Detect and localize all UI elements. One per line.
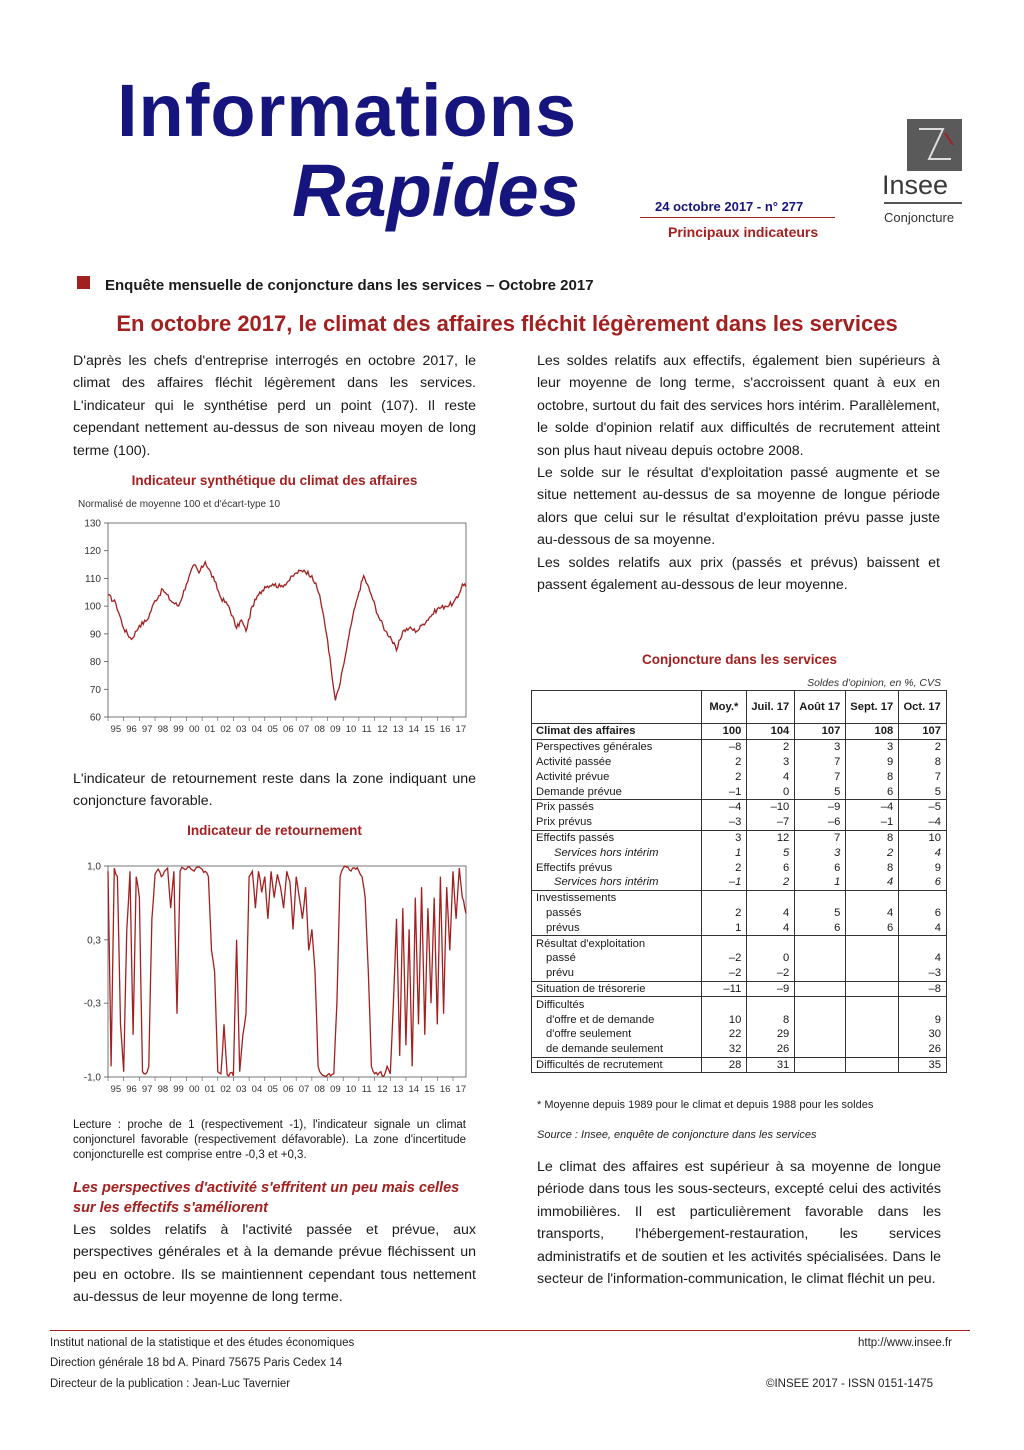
table-row-label: Situation de trésorerie [532, 981, 702, 997]
footer-divider [50, 1330, 970, 1331]
x-tick-label: 05 [267, 724, 278, 735]
subheading: Les perspectives d'activité s'effritent un peu mais celles sur les effectifs s'améliorent [73, 1180, 460, 1216]
table-cell: 9 [846, 755, 899, 770]
table-cell: 8 [846, 830, 899, 845]
x-tick-label: 06 [283, 724, 294, 735]
table-cell: 7 [795, 755, 846, 770]
table-row [532, 784, 947, 799]
table-cell [702, 936, 747, 951]
x-tick-label: 04 [251, 1084, 263, 1095]
table-cell: 3 [702, 830, 747, 845]
series-line [108, 562, 466, 701]
table-cell: 8 [846, 769, 899, 784]
table-cell [846, 997, 899, 1012]
left-paragraph-1: D'après les chefs d'entreprise interrogés en octobre 2017, le climat des affaires fléchit légèrement dans les services. L'indicateur qui le synthétise perd un point (107). Il reste cependant nettement au-dessus de son niveau moyen de long terme (100). [73, 353, 476, 459]
x-tick-label: 97 [141, 1084, 153, 1095]
table-cell: –1 [702, 875, 747, 890]
chart1-subtitle: Normalisé de moyenne 100 et d'écart-type 10 [78, 499, 281, 510]
right-paragraph-2: Le solde sur le résultat d'exploitation passé augmente et se situe nettement au-dessus de sa moyenne de longue période alors que celui sur le résultat d'exploitation prévu passe juste au-dessous de sa moyenne. [537, 465, 940, 549]
table-row-label: de demande seulement [532, 1042, 702, 1057]
table-row [532, 906, 947, 921]
y-tick-label: 60 [89, 712, 101, 724]
footer-institute: Institut national de la statistique et des études économiques [50, 1337, 355, 1349]
table-cell [846, 1057, 899, 1073]
table-row [532, 920, 947, 935]
table-row-label: Activité prévue [532, 769, 702, 784]
table-row-label: Effectifs passés [532, 830, 702, 845]
table-header-cell: Oct. 17 [899, 691, 947, 724]
table-cell [846, 966, 899, 981]
header-divider [640, 217, 835, 218]
table-cell: 29 [747, 1027, 795, 1042]
table-cell: –3 [899, 966, 947, 981]
table-cell: 5 [795, 906, 846, 921]
table-cell: –2 [702, 951, 747, 966]
table-cell: 2 [702, 755, 747, 770]
table-cell: 6 [899, 875, 947, 890]
x-tick-label: 10 [345, 724, 357, 735]
y-tick-label: 100 [84, 601, 101, 613]
table-cell: 6 [846, 784, 899, 799]
y-tick-label: 120 [84, 546, 101, 558]
x-tick-label: 00 [188, 724, 200, 735]
chart2-title: Indicateur de retournement [187, 823, 362, 838]
table-cell: 1 [702, 920, 747, 935]
table-cell: 2 [702, 906, 747, 921]
table-row-label: d'offre seulement [532, 1027, 702, 1042]
table-cell: 4 [747, 920, 795, 935]
table-cell: 107 [899, 724, 947, 740]
table-cell: 6 [795, 920, 846, 935]
table-row [532, 799, 947, 814]
right-paragraph-1: Les soldes relatifs aux effectifs, également bien supérieurs à leur moyenne de long terme, s'accroissent quant à eux en octobre, surtout du fait des services hors intérim. Parallèlement, le solde d'opinion relatif aux difficultés de recrutement atteint son plus haut niveau depuis octobre 2008. [537, 353, 940, 459]
table-cell: 0 [747, 784, 795, 799]
x-tick-label: 13 [392, 1084, 404, 1095]
table-header-cell: Août 17 [795, 691, 846, 724]
table-cell [846, 1042, 899, 1057]
headline: En octobre 2017, le climat des affaires fléchit légèrement dans les services [116, 311, 898, 336]
x-tick-label: 14 [408, 724, 420, 735]
survey-title: Enquête mensuelle de conjoncture dans les services – Octobre 2017 [105, 277, 594, 294]
table-cell: 5 [899, 784, 947, 799]
x-tick-label: 08 [314, 724, 325, 735]
table-cell: 108 [846, 724, 899, 740]
table-cell: 3 [795, 739, 846, 754]
table-row-label: Effectifs prévus [532, 860, 702, 875]
table-cell: 7 [795, 830, 846, 845]
y-tick-label: 90 [89, 629, 101, 641]
table-row [532, 951, 947, 966]
masthead-title-line2: Rapides [292, 149, 580, 232]
table-cell: 4 [899, 845, 947, 860]
table-cell: 7 [899, 769, 947, 784]
x-tick-label: 01 [204, 1084, 216, 1095]
table-cell: 30 [899, 1027, 947, 1042]
table-cell: 9 [899, 860, 947, 875]
table-row-label: prévus [532, 920, 702, 935]
table-cell: 10 [702, 1012, 747, 1027]
table-cell: 104 [747, 724, 795, 740]
table-cell: –3 [702, 815, 747, 830]
left-paragraph-3: Les soldes relatifs à l'activité passée et prévue, aux perspectives générales et à la demande prévue fléchissent un peu en octobre. Ils se maintiennent cependant tous nettement au-dessus de leur moyenne de long terme. [73, 1222, 476, 1306]
table-cell: 4 [846, 906, 899, 921]
table-row-label: passé [532, 951, 702, 966]
table-cell [795, 951, 846, 966]
table-cell: 26 [747, 1042, 795, 1057]
table-cell: –9 [795, 799, 846, 814]
table-header-cell: Sept. 17 [846, 691, 899, 724]
x-tick-label: 13 [392, 724, 404, 735]
table-cell: 1 [702, 845, 747, 860]
right-paragraph-4: Le climat des affaires est supérieur à sa moyenne de longue période dans tous les sous-secteurs, excepté celui des activités immobilières. Il est particulièrement favorable dans les transports, l'hébergement-restauration, les services administratifs et de soutien et les activités spécialisées. Dans le secteur de l'information-communication, le climat fléchit un peu. [537, 1159, 941, 1288]
table-header-cell: Moy.* [702, 691, 747, 724]
table-cell: –5 [899, 799, 947, 814]
x-tick-label: 96 [126, 724, 137, 735]
table-cell: –8 [899, 981, 947, 997]
table-cell: 5 [747, 845, 795, 860]
y-tick-label: -0,3 [83, 998, 101, 1010]
footer-url-link[interactable]: http://www.insee.fr [858, 1337, 952, 1349]
chart2-reading-note: Lecture : proche de 1 (respectivement -1), l'indicateur signale un climat conjoncturel favorable (respectivement défavorable). La zone d'incertitude conjoncturelle est comprise entre -0,3 et +0,3. [73, 1119, 466, 1161]
table-row [532, 936, 947, 951]
left-paragraph-2: L'indicateur de retournement reste dans la zone indiquant une conjoncture favorable. [73, 771, 476, 810]
footer-director: Directeur de la publication : Jean-Luc Tavernier [50, 1378, 291, 1390]
x-tick-label: 98 [157, 724, 169, 735]
table-row-label: prévu [532, 966, 702, 981]
table-cell: –2 [702, 966, 747, 981]
table-cell: 8 [747, 1012, 795, 1027]
table-row-label: Activité passée [532, 755, 702, 770]
x-tick-label: 99 [173, 1084, 184, 1095]
table-row [532, 845, 947, 860]
table-cell: 6 [899, 906, 947, 921]
table-cell: 5 [795, 784, 846, 799]
table-cell: 6 [795, 860, 846, 875]
table-row [532, 1027, 947, 1042]
y-tick-label: 1,0 [87, 861, 101, 873]
table-body [532, 724, 947, 1073]
turning-point-chart [70, 855, 470, 1098]
right-column-top [537, 350, 940, 596]
table-cell [795, 1057, 846, 1073]
table-cell [846, 1027, 899, 1042]
table-row [532, 755, 947, 770]
right-paragraph-3: Les soldes relatifs aux prix (passés et prévus) baissent et passent également au-dessous de leur moyenne. [537, 554, 940, 594]
table-cell [702, 890, 747, 905]
table-footnote: * Moyenne depuis 1989 pour le climat et depuis 1988 pour les soldes [537, 1099, 874, 1111]
table-cell [795, 936, 846, 951]
series-line [108, 866, 466, 1077]
x-tick-label: 10 [345, 1084, 357, 1095]
table-cell: 0 [747, 951, 795, 966]
table-row-label: Difficultés de recrutement [532, 1057, 702, 1073]
table-cell: 4 [747, 769, 795, 784]
table-cell: 6 [747, 860, 795, 875]
table-cell [846, 981, 899, 997]
table-cell: 26 [899, 1042, 947, 1057]
table-cell [702, 997, 747, 1012]
table-cell [846, 951, 899, 966]
table-cell: 32 [702, 1042, 747, 1057]
table-cell: –9 [747, 981, 795, 997]
table-cell: 8 [899, 755, 947, 770]
table-cell [747, 936, 795, 951]
table-cell: –6 [795, 815, 846, 830]
table-cell: 12 [747, 830, 795, 845]
x-tick-label: 11 [361, 724, 372, 735]
table-row [532, 724, 947, 740]
x-tick-label: 17 [455, 724, 467, 735]
table-cell: 4 [747, 906, 795, 921]
table-header-label [532, 691, 702, 724]
x-tick-label: 03 [236, 724, 247, 735]
table-cell: –2 [747, 966, 795, 981]
table-cell [899, 997, 947, 1012]
table-header-row [532, 691, 947, 724]
table-cell [795, 966, 846, 981]
table-row-label: Services hors intérim [532, 845, 702, 860]
table-row [532, 966, 947, 981]
table-row [532, 739, 947, 754]
table-row-label: passés [532, 906, 702, 921]
x-tick-label: 15 [424, 1084, 435, 1095]
table-cell: –4 [899, 815, 947, 830]
x-tick-label: 12 [377, 1084, 388, 1095]
plot-frame [108, 523, 466, 717]
table-row [532, 769, 947, 784]
table-cell [795, 981, 846, 997]
table-row [532, 1012, 947, 1027]
table-cell: –4 [846, 799, 899, 814]
table-row-label: Services hors intérim [532, 875, 702, 890]
table-cell: 2 [702, 860, 747, 875]
insee-logo-icon [907, 119, 962, 171]
table-cell: 9 [899, 1012, 947, 1027]
table-row-label: d'offre et de demande [532, 1012, 702, 1027]
table-cell [846, 936, 899, 951]
table-row-label: Difficultés [532, 997, 702, 1012]
x-tick-label: 00 [188, 1084, 200, 1095]
table-cell [795, 1042, 846, 1057]
table-cell: 7 [795, 769, 846, 784]
x-tick-label: 07 [298, 724, 310, 735]
footer-address: Direction générale 18 bd A. Pinard 75675 Paris Cedex 14 [50, 1357, 343, 1369]
table-cell [747, 997, 795, 1012]
x-tick-label: 14 [408, 1084, 420, 1095]
x-tick-label: 07 [298, 1084, 310, 1095]
table-cell: 2 [899, 739, 947, 754]
table-cell: 107 [795, 724, 846, 740]
x-tick-label: 02 [220, 724, 231, 735]
table-cell: 4 [846, 875, 899, 890]
y-tick-label: 0,3 [87, 935, 101, 947]
y-tick-label: 80 [89, 657, 101, 669]
logo-subtitle: Conjoncture [884, 210, 955, 225]
table-row-label: Prix passés [532, 799, 702, 814]
x-tick-label: 95 [110, 1084, 122, 1095]
table-cell [795, 1012, 846, 1027]
table-cell: 2 [747, 875, 795, 890]
table-cell: 2 [702, 769, 747, 784]
x-tick-label: 06 [283, 1084, 294, 1095]
table-cell [846, 890, 899, 905]
x-tick-label: 01 [204, 724, 216, 735]
table-cell: 22 [702, 1027, 747, 1042]
table-row-label: Climat des affaires [532, 724, 702, 740]
x-tick-label: 03 [236, 1084, 247, 1095]
logo-name: Insee [882, 170, 949, 200]
table-cell: 4 [899, 920, 947, 935]
table-header-cell: Juil. 17 [747, 691, 795, 724]
logo-divider [884, 202, 962, 204]
table-cell: 10 [899, 830, 947, 845]
table-row [532, 830, 947, 845]
y-tick-label: 130 [84, 518, 101, 530]
x-tick-label: 05 [267, 1084, 278, 1095]
chart1-title: Indicateur synthétique du climat des affaires [131, 473, 418, 488]
table-cell: –4 [702, 799, 747, 814]
table-cell [899, 936, 947, 951]
x-tick-label: 17 [455, 1084, 467, 1095]
x-tick-label: 97 [141, 724, 153, 735]
table-cell: 2 [846, 845, 899, 860]
table-cell: 100 [702, 724, 747, 740]
table-cell: 3 [846, 739, 899, 754]
table-cell: 31 [747, 1057, 795, 1073]
table-unit: Soldes d'opinion, en %, CVS [807, 677, 941, 689]
table-cell: –10 [747, 799, 795, 814]
table-cell: 28 [702, 1057, 747, 1073]
table-cell [795, 1027, 846, 1042]
table-row [532, 997, 947, 1012]
table-cell: 4 [899, 951, 947, 966]
y-tick-label: -1,0 [83, 1072, 101, 1084]
table-cell: –1 [846, 815, 899, 830]
table-cell: 6 [846, 920, 899, 935]
x-tick-label: 09 [330, 1084, 341, 1095]
x-tick-label: 08 [314, 1084, 325, 1095]
table-row-label: Perspectives générales [532, 739, 702, 754]
table-title: Conjoncture dans les services [641, 652, 838, 667]
bullet-square-icon [77, 276, 90, 289]
x-tick-label: 95 [110, 724, 122, 735]
table-cell: 1 [795, 875, 846, 890]
x-tick-label: 98 [157, 1084, 169, 1095]
table-row-label: Investissements [532, 890, 702, 905]
issue-date-number: 24 octobre 2017 - n° 277 [655, 199, 804, 214]
table-cell: 8 [846, 860, 899, 875]
table-row [532, 815, 947, 830]
table-source: Source : Insee, enquête de conjoncture dans les services [537, 1129, 817, 1141]
table-cell: –1 [702, 784, 747, 799]
table-row-label: Résultat d'exploitation [532, 936, 702, 951]
x-tick-label: 02 [220, 1084, 231, 1095]
table-cell: 3 [747, 755, 795, 770]
table-row [532, 981, 947, 997]
table-cell: 3 [795, 845, 846, 860]
table-row-label: Prix prévus [532, 815, 702, 830]
y-tick-label: 70 [89, 684, 101, 696]
x-tick-label: 16 [439, 1084, 451, 1095]
issue-category: Principaux indicateurs [668, 224, 819, 240]
x-tick-label: 99 [173, 724, 184, 735]
table-cell [795, 890, 846, 905]
y-tick-label: 110 [85, 573, 101, 585]
table-row [532, 890, 947, 905]
x-tick-label: 11 [361, 1084, 372, 1095]
table-cell [846, 1012, 899, 1027]
x-tick-label: 16 [439, 724, 451, 735]
table-row [532, 860, 947, 875]
table-cell [795, 997, 846, 1012]
table-cell: 35 [899, 1057, 947, 1073]
services-indicators-table [531, 690, 947, 1073]
x-tick-label: 15 [424, 724, 435, 735]
x-tick-label: 12 [377, 724, 388, 735]
table-cell [899, 890, 947, 905]
table-cell: –8 [702, 739, 747, 754]
table-row-label: Demande prévue [532, 784, 702, 799]
table-cell: –7 [747, 815, 795, 830]
x-tick-label: 09 [330, 724, 341, 735]
table-row [532, 875, 947, 890]
footer-copyright: ©INSEE 2017 - ISSN 0151-1475 [766, 1378, 934, 1390]
table-row [532, 1042, 947, 1057]
table-cell: 2 [747, 739, 795, 754]
table-cell: –11 [702, 981, 747, 997]
climate-indicator-chart [70, 512, 470, 740]
masthead-title-line1: Informations [117, 69, 578, 152]
x-tick-label: 96 [126, 1084, 137, 1095]
table-row [532, 1057, 947, 1073]
x-tick-label: 04 [251, 724, 263, 735]
table-cell [747, 890, 795, 905]
